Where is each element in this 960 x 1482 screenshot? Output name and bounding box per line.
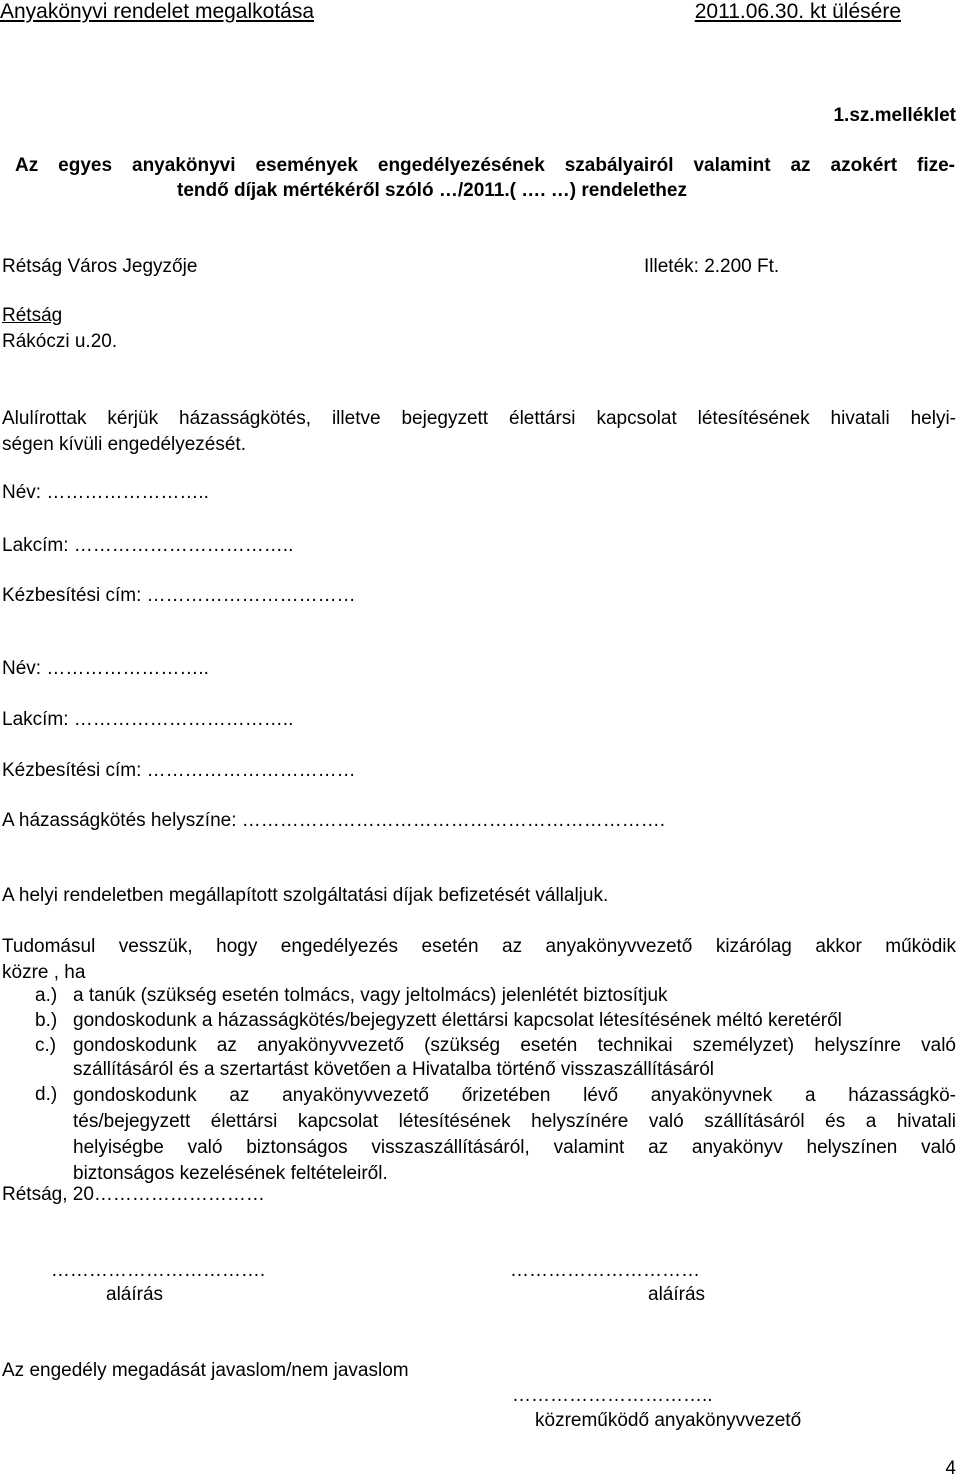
- title-line-1: Az egyes anyakönyvi események engedélyezésének szabályairól valamint az azokért fize-: [15, 155, 955, 176]
- acknowledge-paragraph: [2, 934, 956, 986]
- condition-line: gondoskodunk az anyakönyvvezető (szükség esetén technikai személyzet) helyszínre való: [73, 1035, 956, 1056]
- registrar-dots: …………………………..: [512, 1385, 713, 1406]
- signature-left: [2, 1260, 314, 1306]
- title-line-2: tendő díjak mértékéről szóló …/2011.( …. …) rendelethez: [177, 180, 687, 201]
- applicant2-name-field: Név: ……………………..: [2, 658, 209, 679]
- condition-text: [73, 1034, 956, 1081]
- condition-letter: b.): [35, 1010, 58, 1031]
- venue-field: A házasságkötés helyszíne: ………………………………………………………….: [2, 810, 666, 831]
- condition-line: biztonságos kezelésének feltételeiről.: [73, 1163, 388, 1184]
- condition-line: a tanúk (szükség esetén tolmács, vagy jeltolmács) jelenlétét biztosítjuk: [73, 985, 668, 1006]
- condition-text: [73, 1083, 956, 1187]
- acknowledge-line-2: közre , ha: [2, 962, 86, 983]
- registrar-label: közreműködő anyakönyvvezető: [535, 1410, 802, 1431]
- request-paragraph: [2, 406, 956, 458]
- fees-statement: A helyi rendeletben megállapított szolgáltatási díjak befizetését vállaljuk.: [2, 885, 609, 906]
- signature-right-label: aláírás: [648, 1284, 706, 1305]
- signature-left-label: aláírás: [106, 1284, 164, 1305]
- document-title: [15, 155, 955, 202]
- condition-line: tés/bejegyzett élettársi kapcsolat létesítésének helyszínére való szállításáról és a hivatali: [73, 1111, 956, 1132]
- applicant2-address-field: Lakcím: ……………………………..: [2, 709, 294, 730]
- condition-letter: d.): [35, 1084, 58, 1105]
- request-line-2: ségen kívüli engedélyezését.: [2, 434, 246, 455]
- signature-left-dots: …………………………….: [50, 1260, 266, 1281]
- condition-line: gondoskodunk a házasságkötés/bejegyzett élettársi kapcsolat létesítésének méltó keretéről: [73, 1010, 842, 1031]
- annex-label: 1.sz.melléklet: [833, 105, 956, 126]
- acknowledge-line-1: Tudomásul vesszük, hogy engedélyezés esetén az anyakönyvvezető kizárólag akkor működik: [2, 936, 956, 957]
- condition-line: szállításáról és a szertartást követően a Hivatalba történő visszaszállításáról: [73, 1058, 715, 1080]
- condition-letter: c.): [35, 1035, 57, 1056]
- addressee-city: Rétság: [2, 305, 63, 326]
- condition-letter: a.): [35, 985, 58, 1006]
- signature-right-dots: …………………………: [510, 1260, 700, 1281]
- header-document-title: Anyakönyvi rendelet megalkotása: [0, 0, 315, 23]
- signature-right: [510, 1260, 870, 1306]
- applicant1-delivery-field: Kézbesítési cím: ……………………………: [2, 585, 356, 606]
- page-number: 4: [945, 1458, 956, 1479]
- addressee-office: Rétság Város Jegyzője: [2, 256, 198, 277]
- condition-text: [73, 984, 956, 1008]
- request-line-1: Alulírottak kérjük házasságkötés, illetve bejegyzett élettársi kapcsolat létesítésének hivatali helyi-: [2, 408, 956, 429]
- header-meeting-date: 2011.06.30. kt ülésére: [694, 0, 901, 23]
- applicant1-address-field: Lakcím: ……………………………..: [2, 535, 294, 556]
- fee-amount: Illeték: 2.200 Ft.: [644, 256, 780, 277]
- condition-text: [73, 1009, 956, 1033]
- applicant2-delivery-field: Kézbesítési cím: ……………………………: [2, 760, 356, 781]
- condition-line: gondoskodunk az anyakönyvvezető őrizetében lévő anyakönyvnek a házasságkö-: [73, 1085, 956, 1106]
- addressee-street: Rákóczi u.20.: [2, 331, 118, 352]
- condition-line: helyiségbe való biztonságos visszaszállításáról, valamint az anyakönyv helyszínen való: [73, 1137, 956, 1158]
- applicant1-name-field: Név: ……………………..: [2, 482, 209, 503]
- approval-statement: Az engedély megadását javaslom/nem javaslom: [2, 1360, 409, 1381]
- date-line: Rétság, 20………………………: [2, 1184, 265, 1205]
